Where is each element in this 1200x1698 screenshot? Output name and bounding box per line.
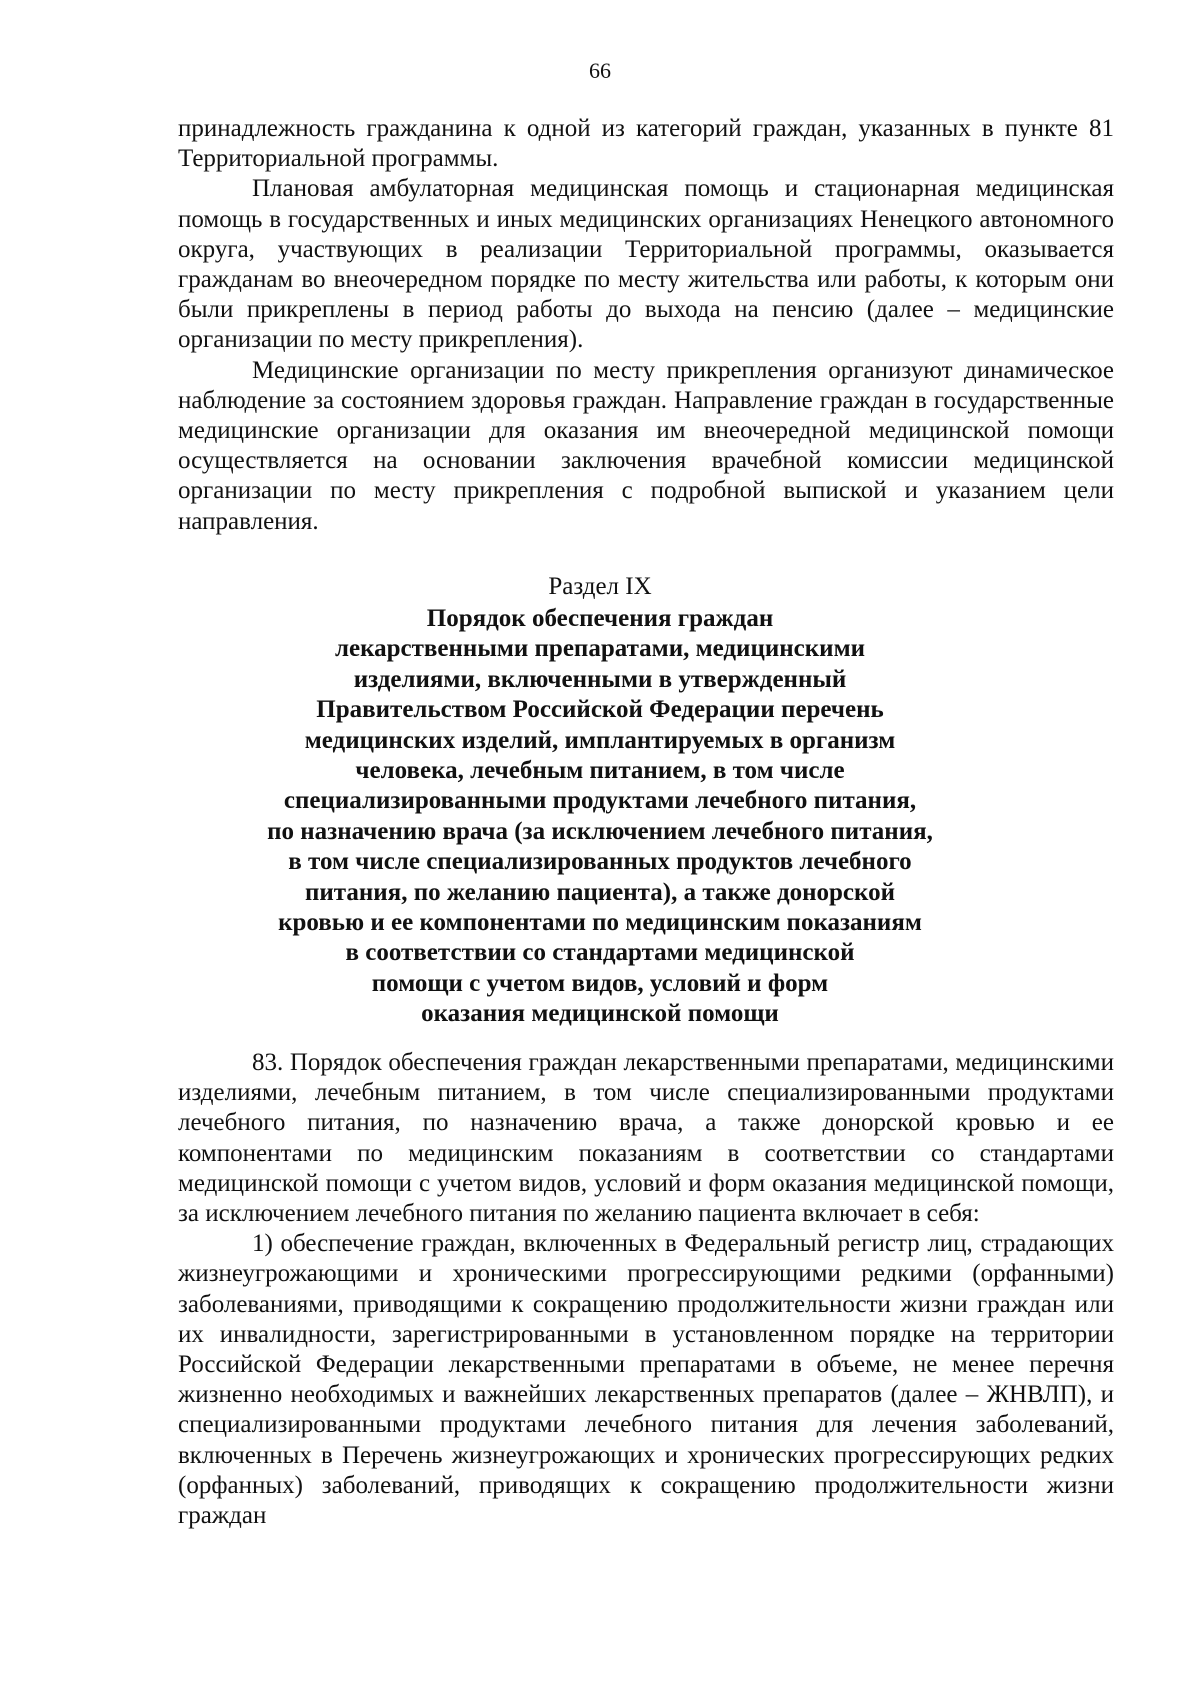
section-title-line: в соответствии со стандартами медицинской <box>345 939 855 967</box>
paragraph-83: 83. Порядок обеспечения граждан лекарственными препаратами, медицинскими изделиями, лечебным питанием, в том числе специализированными продуктами лечебного питания, по назначению врача, а также донорской кровью и ее компонентами по медицинским показаниям в соответствии со стандартами медицинской помощи с учетом видов, условий и форм оказания медицинской помощи, за исключением лечебного питания по желанию пациента включает в себя: <box>178 1049 1114 1228</box>
section-title-line: оказания медицинской помощи <box>421 1000 779 1028</box>
section-title-line: кровью и ее компонентами по медицинским показаниям <box>278 909 922 937</box>
section-label: Раздел IX <box>548 573 652 600</box>
section-title-line: по назначению врача (за исключением лечебного питания, <box>267 817 933 845</box>
section-title-line: специализированными продуктами лечебного питания, <box>283 787 917 815</box>
paragraph-dynamic-observation: Медицинские организации по месту прикрепления организуют динамическое наблюдение за состоянием здоровья граждан. Направление граждан в государственные медицинские организации для оказания им внеочередной медицинской помощи осуществляется на основании заключения врачебной комиссии медицинской организации по месту прикрепления с подробной выпиской и указанием цели направления. <box>178 356 1114 535</box>
section-title <box>0 604 1200 1030</box>
section-title-line: помощи с учетом видов, условий и форм <box>371 969 829 997</box>
section-title-line: питания, по желанию пациента), а также донорской <box>304 878 895 906</box>
section-title-line: изделиями, включенными в утвержденный <box>353 665 847 693</box>
section-title-line: Правительством Российской Федерации перечень <box>316 696 884 724</box>
paragraph-continuation: принадлежность гражданина к одной из категорий граждан, указанных в пункте 81 Территориальной программы. <box>178 115 1114 173</box>
section-title-line: медицинских изделий, имплантируемых в организм <box>304 726 896 754</box>
page-number: 66 <box>589 58 611 83</box>
body-block <box>178 1048 1114 1531</box>
list-item-1: 1) обеспечение граждан, включенных в Федеральный регистр лиц, страдающих жизнеугрожающими и хроническими прогрессирующими редкими (орфанными) заболеваниями, приводящими к сокращению продолжительности жизни граждан или их инвалидности, зарегистрированными в установленном порядке на территории Российской Федерации лекарственными препаратами в объеме, не менее перечня жизненно необходимых и важнейших лекарственных препаратов (далее – ЖНВЛП), и специализированными продуктами лечебного питания для лечения заболеваний, включенных в Перечень жизнеугрожающих и хронических прогрессирующих редких (орфанных) заболеваний, приводящих к сокращению продолжительности жизни граждан <box>178 1230 1114 1530</box>
section-title-line: лекарственными препаратами, медицинскими <box>334 635 866 663</box>
section-title-line: в том числе специализированных продуктов лечебного <box>288 848 912 876</box>
paragraph-planned-care: Плановая амбулаторная медицинская помощь и стационарная медицинская помощь в государственных и иных медицинских организациях Ненецкого автономного округа, участвующих в реализации Территориальной программы, оказывается гражданам во внеочередном порядке по месту жительства или работы, к которым они были прикреплены в период работы до выхода на пенсию (далее – медицинские организации по месту прикрепления). <box>178 175 1114 354</box>
section-title-line: Порядок обеспечения граждан <box>426 605 774 632</box>
section-title-line: человека, лечебным питанием, в том числе <box>355 757 845 785</box>
intro-block <box>178 114 1114 537</box>
